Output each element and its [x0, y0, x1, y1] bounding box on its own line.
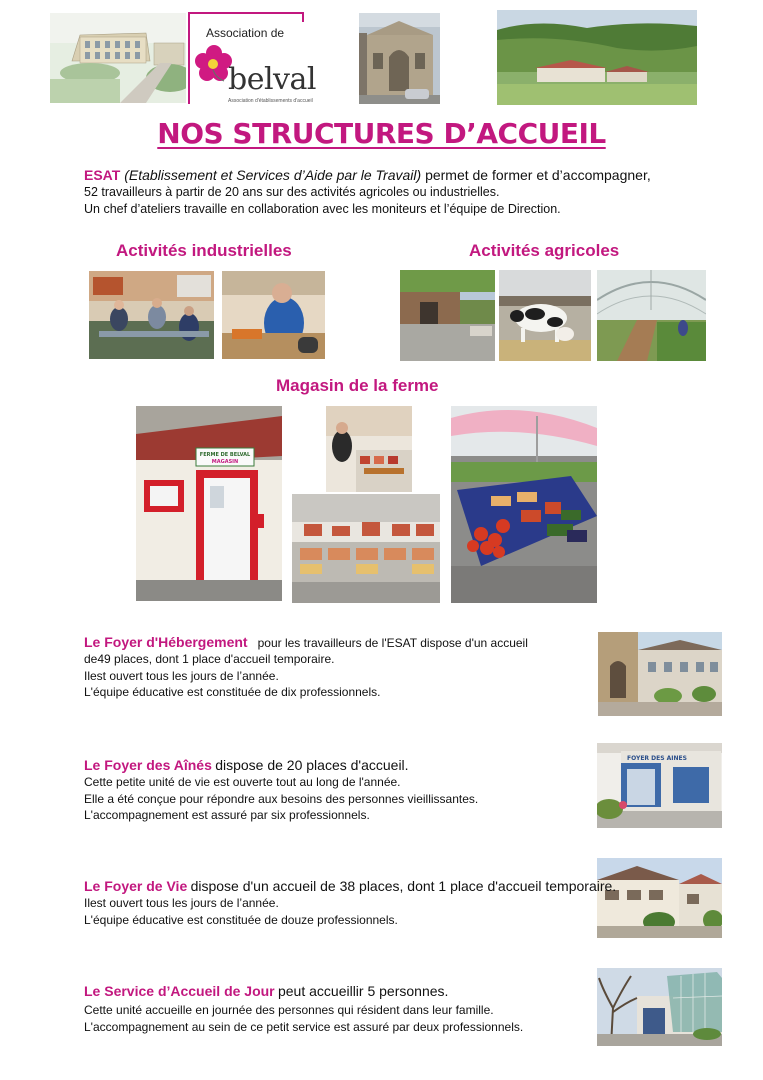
- foyer-aines-line3: L'accompagnement est assuré par six professionnels.: [84, 807, 370, 822]
- foyer-vie-name: Le Foyer de Vie: [84, 878, 188, 894]
- section-foyer-vie: [84, 878, 644, 928]
- accueil-jour-line1: Cette unité accueille en journée des personnes qui résident dans leur famille.: [84, 1003, 494, 1018]
- photo-industrial-workshop-1: [89, 271, 214, 359]
- esat-line2: 52 travailleurs à partir de 20 ans sur des activités agricoles ou industrielles.: [84, 185, 500, 199]
- foyer-vie-line2: L'équipe éducative est constituée de douze professionnels.: [84, 912, 398, 927]
- photo-greenhouse: [597, 270, 706, 361]
- photo-foyer-aines: [597, 743, 722, 828]
- esat-line3: Un chef d’ateliers travaille en collaboration avec les moniteurs et l’équipe de Direction.: [84, 202, 561, 216]
- photo-accueil-jour: [597, 968, 722, 1046]
- foyer-vie-line1: Ilest ouvert tous les jours de l’année.: [84, 896, 279, 911]
- photo-stone-chapel: [359, 13, 440, 104]
- esat-line1-rest: permet de former et d’accompagner,: [425, 167, 651, 183]
- logo-association-text: Association de: [206, 26, 285, 40]
- photo-farm-landscape: [497, 10, 697, 105]
- esat-name: ESAT: [84, 167, 121, 183]
- foyer-hebergement-line3: L'équipe éducative est constituée de dix professionnels.: [84, 684, 381, 699]
- foyer-aines-sign: FOYER DES AINES: [627, 755, 687, 762]
- photo-display-case: [292, 494, 440, 603]
- photo-farm-buildings: [400, 270, 495, 361]
- section-accueil-jour: [84, 983, 604, 1035]
- accueil-jour-lead: peut accueillir 5 personnes.: [277, 983, 449, 999]
- photo-belval-village-sketch: [50, 13, 186, 103]
- foyer-hebergement-name: Le Foyer d'Hébergement: [84, 634, 248, 650]
- foyer-aines-line1: Cette petite unité de vie est ouverte tout au long de l'année.: [84, 775, 401, 790]
- heading-industrial-activities: Activités industrielles: [116, 241, 292, 260]
- accueil-jour-name: Le Service d’Accueil de Jour: [84, 983, 275, 999]
- heading-farm-shop: Magasin de la ferme: [276, 376, 439, 395]
- foyer-hebergement-lead: pour les travailleurs de l'ESAT dispose d'un accueil: [257, 636, 528, 650]
- photo-foyer-hebergement: [598, 632, 722, 716]
- logo-subtitle: Association d'établissements d'accueil: [228, 98, 313, 104]
- foyer-aines-line2: Elle a été conçue pour répondre aux besoins des personnes vieillissantes.: [84, 791, 479, 806]
- foyer-aines-lead: dispose de 20 places d'accueil.: [215, 757, 409, 773]
- photo-butcher-counter: [326, 406, 412, 492]
- foyer-hebergement-line1: de49 places, dont 1 place d'accueil temporaire.: [84, 652, 335, 667]
- section-foyer-hebergement: [84, 634, 604, 700]
- section-foyer-aines: [84, 757, 604, 823]
- heading-agricultural-activities: Activités agricoles: [469, 241, 620, 260]
- accueil-jour-line2: L'accompagnement au sein de ce petit service est assuré par deux professionnels.: [84, 1019, 524, 1034]
- page-title: NOS STRUCTURES D’ACCUEIL: [157, 117, 606, 150]
- photo-farm-shop-building: [136, 406, 282, 601]
- foyer-aines-name: Le Foyer des Aînés: [84, 757, 212, 773]
- belval-logo: [188, 12, 316, 104]
- foyer-vie-lead: dispose d'un accueil de 38 places, dont 1 place d'accueil temporaire.: [190, 878, 617, 894]
- foyer-hebergement-line2: Ilest ouvert tous les jours de l’année.: [84, 668, 279, 683]
- shop-sign-line2: MAGASIN: [211, 459, 239, 465]
- photo-vegetable-stand: [451, 406, 597, 603]
- esat-expansion: (Etablissement et Services d’Aide par le Travail): [124, 167, 422, 183]
- esat-intro: [84, 167, 724, 218]
- photo-cows: [499, 270, 591, 361]
- photo-industrial-workshop-2: [222, 271, 325, 359]
- logo-name: belval: [228, 62, 316, 97]
- shop-sign-line1: FERME DE BELVAL: [199, 452, 251, 458]
